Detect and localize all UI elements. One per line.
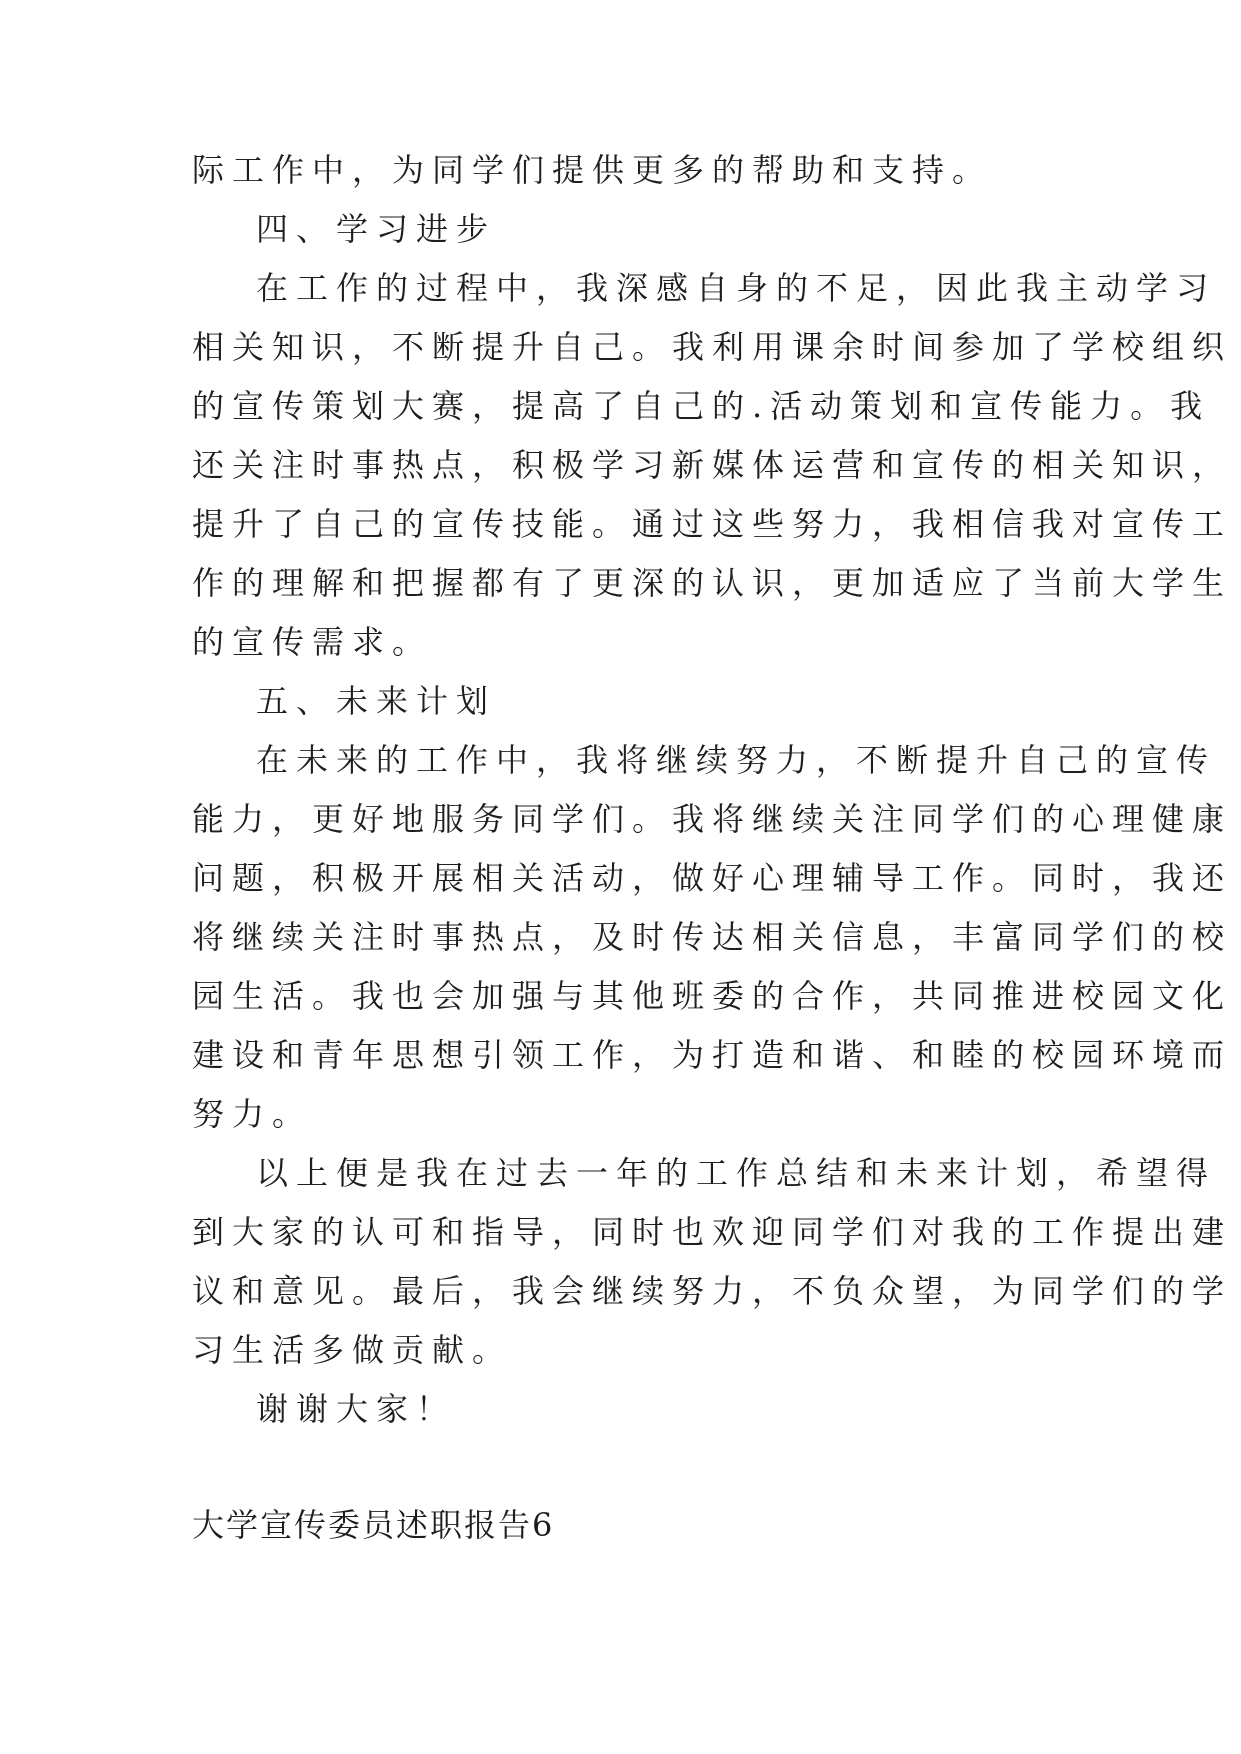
body-text-line: 习生活多做贡献。 [192, 1331, 513, 1369]
body-text-line: 作的理解和把握都有了更深的认识，更加适应了当前大学生 [192, 564, 1233, 602]
section-heading: 四、学习进步 [256, 210, 497, 248]
body-text-line: 到大家的认可和指导，同时也欢迎同学们对我的工作提出建 [192, 1213, 1233, 1251]
body-text-line: 建设和青年思想引领工作，为打造和谐、和睦的校园环境而 [192, 1036, 1233, 1074]
body-text-line: 园生活。我也会加强与其他班委的合作，共同推进校园文化 [192, 977, 1233, 1015]
body-text-line: 问题，积极开展相关活动，做好心理辅导工作。同时，我还 [192, 859, 1233, 897]
paragraph-first-line: 在未来的工作中，我将继续努力，不断提升自己的宣传 [256, 741, 1217, 779]
body-text-line: 努力。 [192, 1095, 313, 1133]
section-heading: 五、未来计划 [256, 682, 497, 720]
closing-line: 谢谢大家！ [256, 1390, 457, 1428]
body-text-line: 提升了自己的宣传技能。通过这些努力，我相信我对宣传工 [192, 505, 1233, 543]
body-text-line: 能力，更好地服务同学们。我将继续关注同学们的心理健康 [192, 800, 1233, 838]
paragraph-first-line: 在工作的过程中，我深感自身的不足，因此我主动学习 [256, 269, 1217, 307]
paragraph-first-line: 以上便是我在过去一年的工作总结和未来计划，希望得 [256, 1154, 1217, 1192]
body-text-line: 的宣传策划大赛，提高了自己的.活动策划和宣传能力。我 [192, 387, 1211, 425]
document-heading: 大学宣传委员述职报告6 [192, 1506, 555, 1544]
body-text-line: 还关注时事热点，积极学习新媒体运营和宣传的相关知识， [192, 446, 1233, 484]
body-text-line: 际工作中，为同学们提供更多的帮助和支持。 [192, 151, 993, 189]
body-text-line: 相关知识，不断提升自己。我利用课余时间参加了学校组织 [192, 328, 1233, 366]
body-text-line: 的宣传需求。 [192, 623, 433, 661]
body-text-line: 议和意见。最后，我会继续努力，不负众望，为同学们的学 [192, 1272, 1233, 1310]
body-text-line: 将继续关注时事热点，及时传达相关信息，丰富同学们的校 [192, 918, 1233, 956]
